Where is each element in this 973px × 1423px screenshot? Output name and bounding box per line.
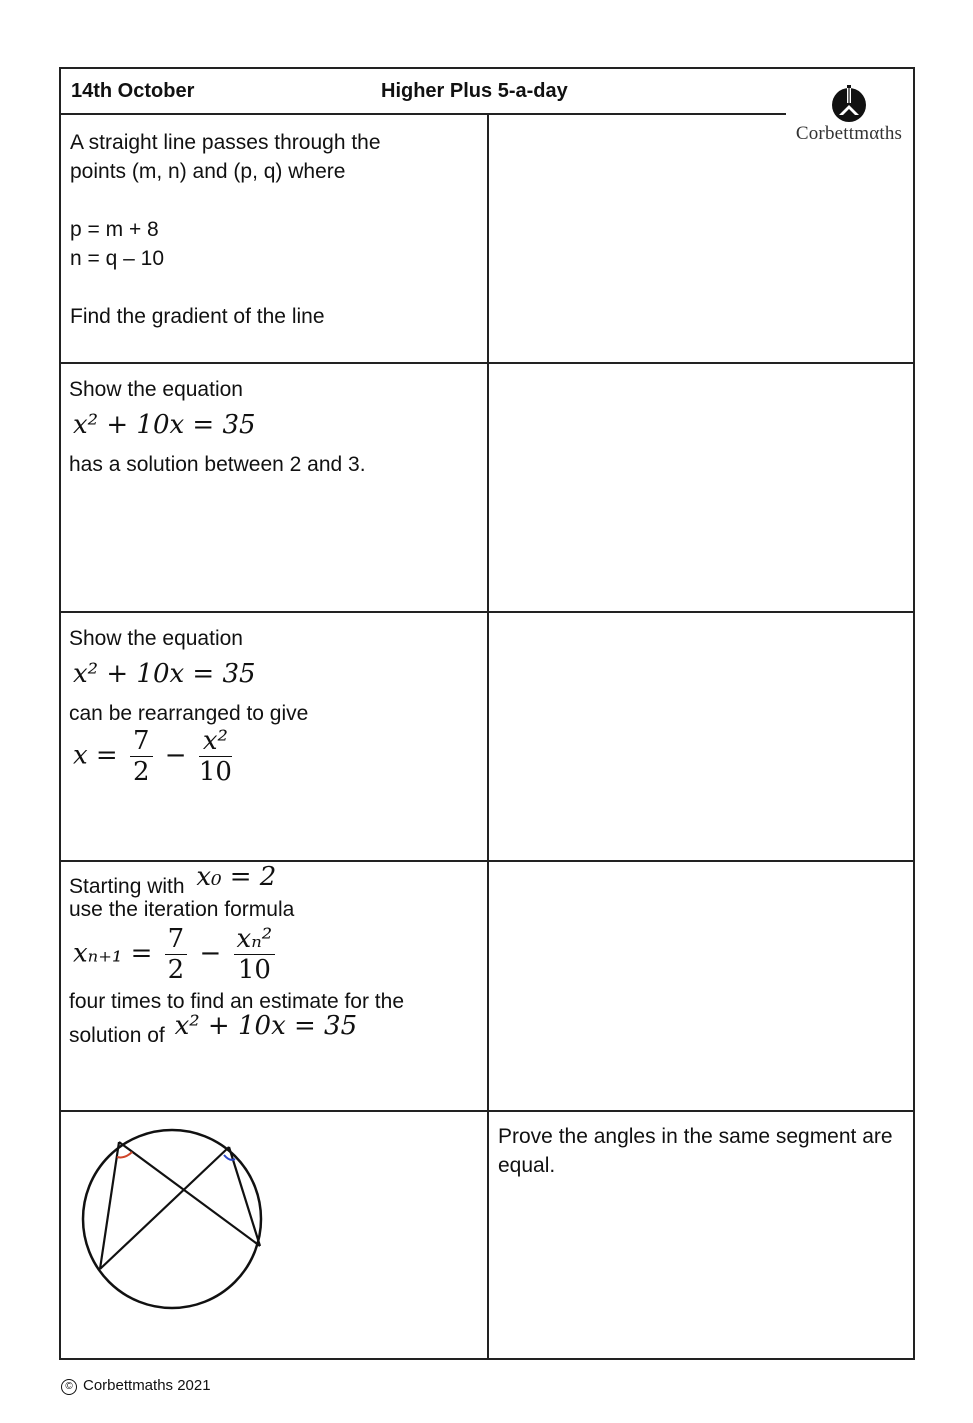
q5-diagram xyxy=(78,1124,268,1314)
question-5 xyxy=(498,1122,908,1180)
circle-theorem-diagram xyxy=(78,1124,268,1314)
q4-start-label: Starting with xyxy=(69,875,185,898)
worksheet xyxy=(59,67,915,1360)
q4-frac2-num: xₙ² xyxy=(234,924,276,955)
q5-prompt: Prove the angles in the same segment are equal. xyxy=(498,1125,893,1177)
column-divider xyxy=(487,115,489,1360)
q4-line-3: four times to find an estimate for the xyxy=(69,990,404,1013)
logo-text: Corbettmαths xyxy=(795,123,903,144)
q3-fraction-2 xyxy=(199,726,232,787)
q4-frac2-den: 10 xyxy=(237,955,271,985)
q1-prompt: Find the gradient of the line xyxy=(70,305,325,328)
question-1 xyxy=(70,128,480,331)
q4-lhs: xₙ₊₁ = xyxy=(73,938,153,969)
q3-minus: − xyxy=(164,740,187,771)
q4-line-2: use the iteration formula xyxy=(69,898,295,921)
q4-frac1-num: 7 xyxy=(165,924,188,955)
q4-fraction-1 xyxy=(165,924,188,985)
q2-intro: Show the equation xyxy=(69,378,243,401)
question-4 xyxy=(69,862,479,1050)
q3-frac1-num: 7 xyxy=(130,726,153,757)
corbettmaths-logo xyxy=(785,85,913,155)
q3-rearranged-formula xyxy=(73,726,479,787)
header-title: Higher Plus 5-a-day xyxy=(381,80,568,102)
copyright-icon: © xyxy=(61,1379,77,1395)
q4-frac1-den: 2 xyxy=(167,955,185,985)
q1-line-1: A straight line passes through the xyxy=(70,131,381,154)
header-date: 14th October xyxy=(71,80,195,102)
q3-lhs: x = xyxy=(73,740,118,771)
question-3 xyxy=(69,624,479,787)
header-divider xyxy=(61,113,786,115)
q2-outro: has a solution between 2 and 3. xyxy=(69,453,366,476)
q3-frac2-num: x² xyxy=(199,726,232,757)
q4-minus: − xyxy=(199,938,222,969)
q3-intro: Show the equation xyxy=(69,627,243,650)
q3-equation: x² + 10x = 35 xyxy=(73,659,256,689)
q3-middle: can be rearranged to give xyxy=(69,702,309,725)
q4-fraction-2 xyxy=(234,924,276,985)
q1-equation-2: n = q – 10 xyxy=(70,247,164,270)
q1-line-2: points (m, n) and (p, q) where xyxy=(70,160,346,183)
header-divider-tick xyxy=(913,101,915,115)
q4-line-4 xyxy=(69,1011,479,1050)
footer xyxy=(61,1377,211,1395)
q4-iteration-formula xyxy=(73,924,479,985)
footer-text: Corbettmaths 2021 xyxy=(83,1377,211,1394)
q2-equation: x² + 10x = 35 xyxy=(73,410,256,440)
question-2 xyxy=(69,375,479,479)
q4-equation: x² + 10x = 35 xyxy=(174,1011,358,1041)
q4-start-value: x₀ = 2 xyxy=(196,862,277,892)
q3-frac1-den: 2 xyxy=(132,757,150,787)
q4-line-4-label: solution of xyxy=(69,1024,165,1047)
q3-frac2-den: 10 xyxy=(198,757,232,787)
q1-equation-1: p = m + 8 xyxy=(70,218,159,241)
q3-fraction-1 xyxy=(130,726,153,787)
corbettmaths-logo-icon xyxy=(825,85,873,123)
